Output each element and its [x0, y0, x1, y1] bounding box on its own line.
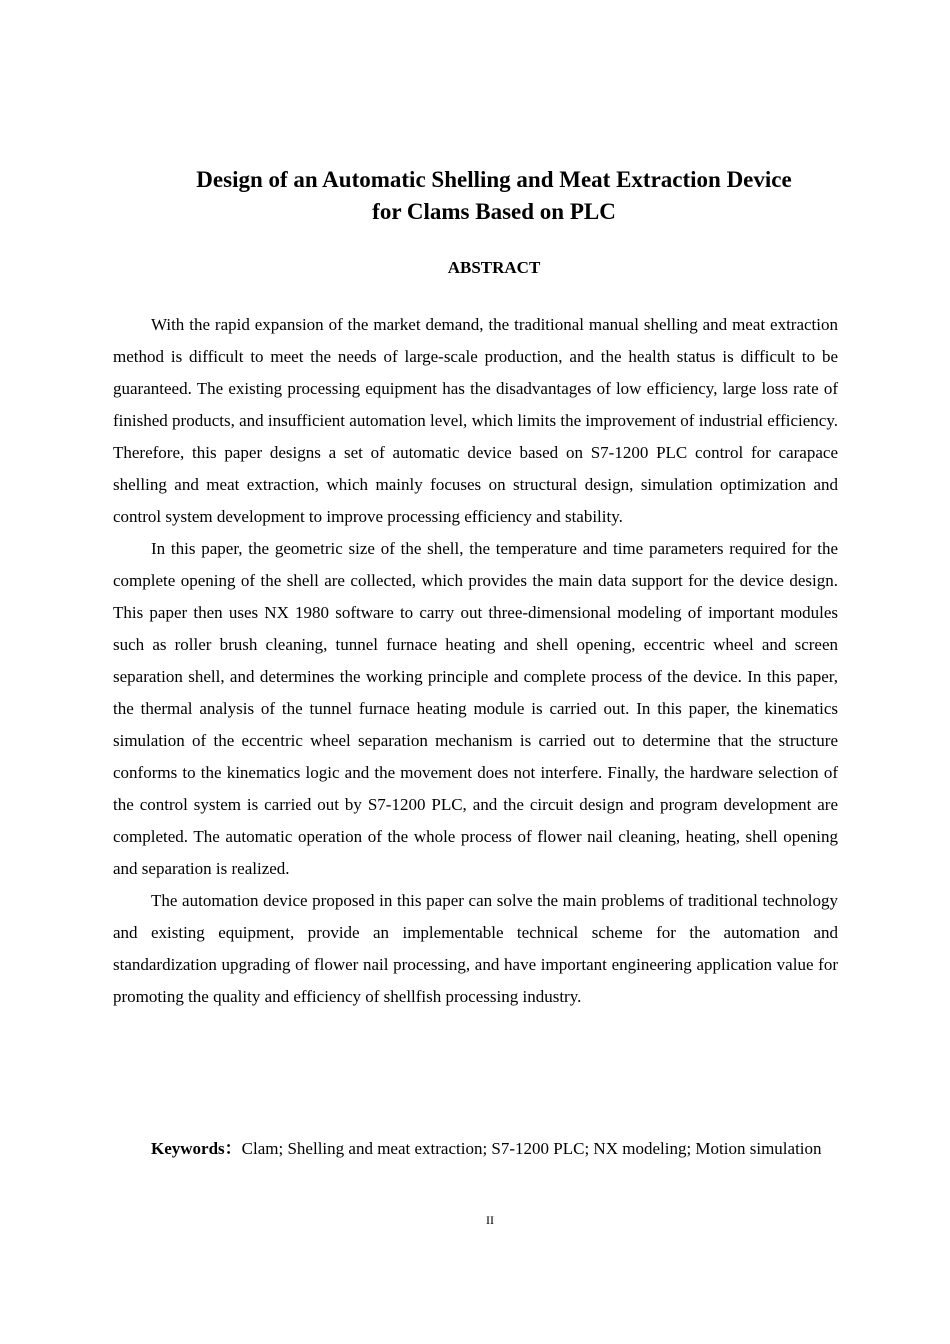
page-number: II	[486, 1213, 494, 1227]
abstract-paragraph-1: With the rapid expansion of the market demand, the traditional manual shelling and meat extraction method is difficult to meet the needs of large-scale production, and the health status is difficult to be guaranteed. The existing processing equipment has the disadvantages of low efficiency, large loss rate of finished products, and insufficient automation level, which limits the improvement of industrial efficiency. Therefore, this paper designs a set of automatic device based on S7-1200 PLC control for carapace shelling and meat extraction, which mainly focuses on structural design, simulation optimization and control system development to improve processing efficiency and stability.	[113, 315, 838, 526]
abstract-paragraph-2: In this paper, the geometric size of the shell, the temperature and time parameters required for the complete opening of the shell are collected, which provides the main data support for the device design. This paper then uses NX 1980 software to carry out three-dimensional modeling of important modules such as roller brush cleaning, tunnel furnace heating and shell opening, eccentric wheel and screen separation shell, and determines the working principle and complete process of the device. In this paper, the thermal analysis of the tunnel furnace heating module is carried out. In this paper, the kinematics simulation of the eccentric wheel separation mechanism is carried out to determine that the structure conforms to the kinematics logic and the movement does not interfere. Finally, the hardware selection of the control system is carried out by S7-1200 PLC, and the circuit design and program development are completed. The automatic operation of the whole process of flower nail cleaning, heating, shell opening and separation is realized.	[113, 539, 838, 878]
keywords-label: Keywords：	[151, 1139, 242, 1158]
keywords-line	[113, 1133, 838, 1165]
paper-title-line-2: for Clams Based on PLC	[372, 199, 616, 224]
abstract-body	[113, 309, 838, 1013]
abstract-heading: ABSTRACT	[447, 258, 541, 277]
abstract-paragraph-3: The automation device proposed in this paper can solve the main problems of traditional technology and existing equipment, provide an implementable technical scheme for the automation and standardization upgrading of flower nail processing, and have important engineering application value for promoting the quality and efficiency of shellfish processing industry.	[113, 891, 838, 1006]
paper-title	[113, 164, 875, 228]
paper-title-line-1: Design of an Automatic Shelling and Meat Extraction Device	[196, 167, 792, 192]
keywords-text: Clam; Shelling and meat extraction; S7-1200 PLC; NX modeling; Motion simulation	[241, 1139, 822, 1158]
